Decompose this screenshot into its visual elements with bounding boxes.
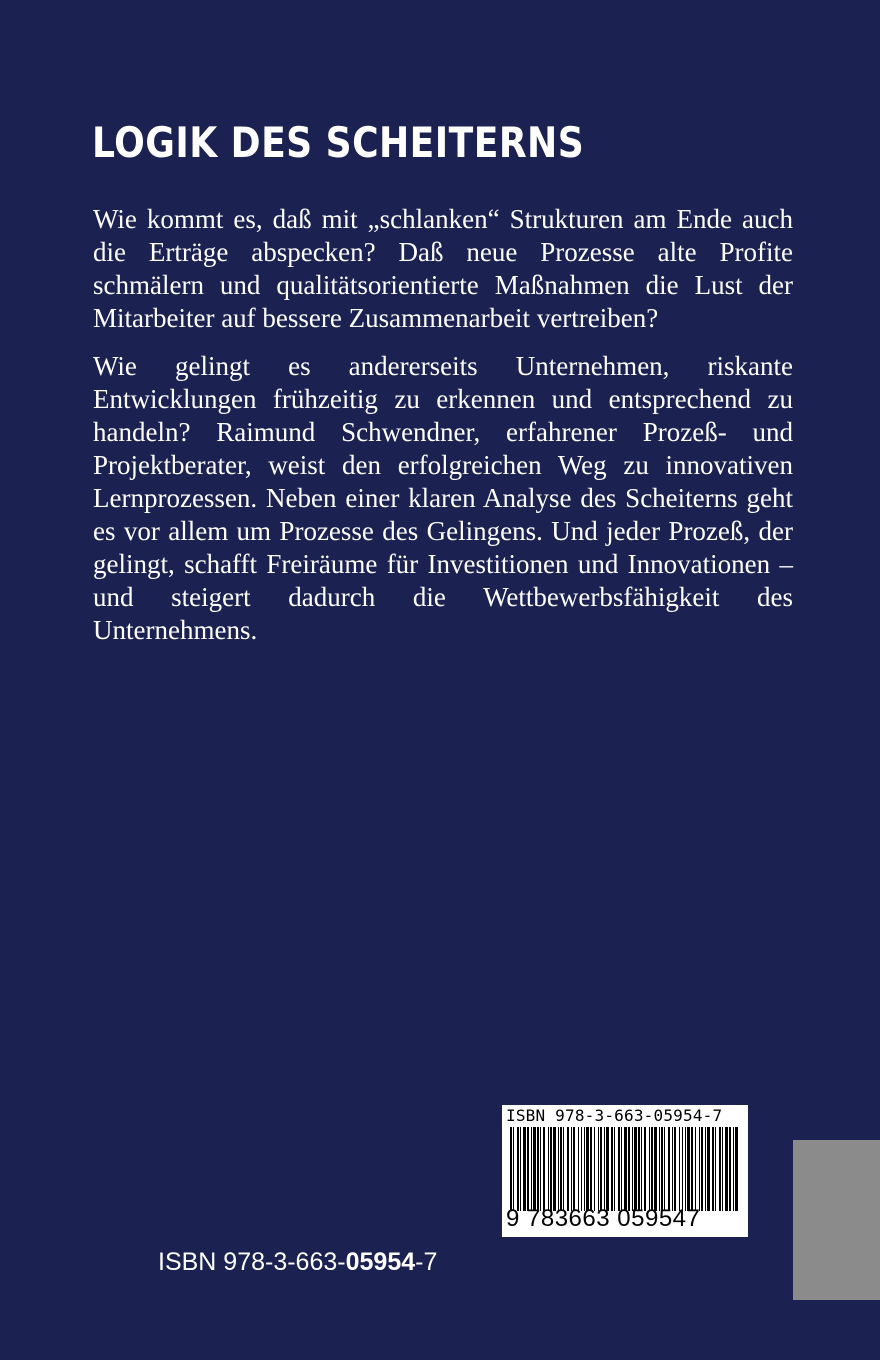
barcode-bar	[644, 1127, 646, 1211]
barcode-bar	[611, 1127, 613, 1211]
barcode-bar	[618, 1127, 620, 1211]
barcode-bar	[719, 1127, 721, 1211]
barcode-bar	[548, 1127, 549, 1211]
barcode-bar	[581, 1127, 582, 1211]
barcode-bar	[628, 1127, 630, 1211]
barcode-bar	[573, 1127, 575, 1211]
barcode-bar	[590, 1127, 592, 1211]
barcode-bar	[641, 1127, 642, 1211]
barcode-bar	[712, 1127, 714, 1211]
barcode-bar	[705, 1127, 706, 1211]
barcode-bars	[506, 1127, 744, 1211]
book-title: LOGIK DES SCHEITERNS	[92, 118, 585, 167]
isbn-bold-part: 05954	[345, 1248, 416, 1276]
barcode-bar	[661, 1127, 663, 1211]
barcode-bar	[634, 1127, 637, 1211]
barcode-bar	[598, 1127, 599, 1211]
grey-edge-block	[793, 1140, 880, 1300]
barcode-bar	[558, 1127, 559, 1211]
barcode-bar	[672, 1127, 673, 1211]
barcode-bar	[527, 1127, 529, 1211]
isbn-barcode	[502, 1105, 748, 1237]
barcode-bar	[550, 1127, 552, 1211]
barcode-bar	[699, 1127, 700, 1211]
barcode-bar	[691, 1127, 693, 1211]
barcode-bar	[578, 1127, 579, 1211]
barcode-bar	[682, 1127, 683, 1211]
barcode-bar	[729, 1127, 731, 1211]
isbn-line	[158, 1248, 437, 1277]
blurb-paragraph-1: Wie kommt es, daß mit „schlanken“ Strukturen am Ende auch die Erträge abspecken? Daß neue Prozesse alte Profite schmälern und qualitätsorientierte Maßnahmen die Lust der Mitarbeiter auf bessere Zusammenarbeit vertreiben?	[93, 204, 793, 333]
barcode-digits: 9 783663 059547	[506, 1205, 701, 1232]
barcode-bar	[586, 1127, 589, 1211]
barcode-bar	[594, 1127, 595, 1211]
barcode-bar	[513, 1127, 514, 1211]
barcode-bar	[571, 1127, 572, 1211]
barcode-bar	[517, 1127, 519, 1211]
barcode-bar	[604, 1127, 605, 1211]
barcode-bar	[510, 1127, 512, 1211]
barcode-bar	[679, 1127, 680, 1211]
barcode-bar	[531, 1127, 532, 1211]
barcode-bar	[654, 1127, 657, 1211]
isbn-suffix: -7	[415, 1248, 438, 1276]
barcode-bar	[664, 1127, 665, 1211]
barcode-bar	[687, 1127, 690, 1211]
barcode-bar	[614, 1127, 615, 1211]
barcode-bar	[651, 1127, 653, 1211]
barcode-bar	[563, 1127, 564, 1211]
blurb-paragraph-2: Wie gelingt es andererseits Unternehmen, riskante Entwicklungen frühzeitig zu erkennen und entsprechend zu handeln? Raimund Schwendner, erfahrener Prozeß- und Projektberater, weist den erfolgreichen Weg zu innovativen Lernprozessen. Neben einer klaren Analyse des Scheiterns geht es vor allem um Prozesse des Gelingens. Und jeder Prozeß, der gelingt, schafft Freiräume für Investitionen und Innovationen – und steigert dadurch die Wettbewerbsfähigkeit des Unternehmens.	[93, 351, 793, 645]
barcode-isbn-label: ISBN 978-3-663-05954-7	[506, 1106, 723, 1125]
barcode-bar	[701, 1127, 703, 1211]
barcode-bar	[537, 1127, 539, 1211]
barcode-bar	[600, 1127, 602, 1211]
barcode-bar	[674, 1127, 676, 1211]
barcode-bar	[523, 1127, 526, 1211]
barcode-bar	[540, 1127, 541, 1211]
barcode-bar	[707, 1127, 710, 1211]
barcode-bar	[606, 1127, 609, 1211]
barcode-bar	[560, 1127, 562, 1211]
barcode-bar	[733, 1127, 734, 1211]
barcode-bar	[722, 1127, 723, 1211]
barcode-bar	[725, 1127, 728, 1211]
barcode-bar	[649, 1127, 650, 1211]
barcode-bar	[735, 1127, 738, 1211]
barcode-bar	[624, 1127, 627, 1211]
barcode-bar	[543, 1127, 545, 1211]
barcode-bar	[621, 1127, 622, 1211]
barcode-bar	[584, 1127, 585, 1211]
barcode-bar	[668, 1127, 670, 1211]
barcode-bar	[520, 1127, 521, 1211]
barcode-bar	[632, 1127, 633, 1211]
barcode-bar	[553, 1127, 556, 1211]
barcode-bar	[638, 1127, 640, 1211]
barcode-bar	[567, 1127, 569, 1211]
barcode-bar	[715, 1127, 716, 1211]
barcode-bar	[695, 1127, 696, 1211]
barcode-bar	[685, 1127, 686, 1211]
isbn-prefix: ISBN 978-3-663-	[158, 1248, 346, 1276]
barcode-bar	[659, 1127, 660, 1211]
barcode-bar	[533, 1127, 536, 1211]
